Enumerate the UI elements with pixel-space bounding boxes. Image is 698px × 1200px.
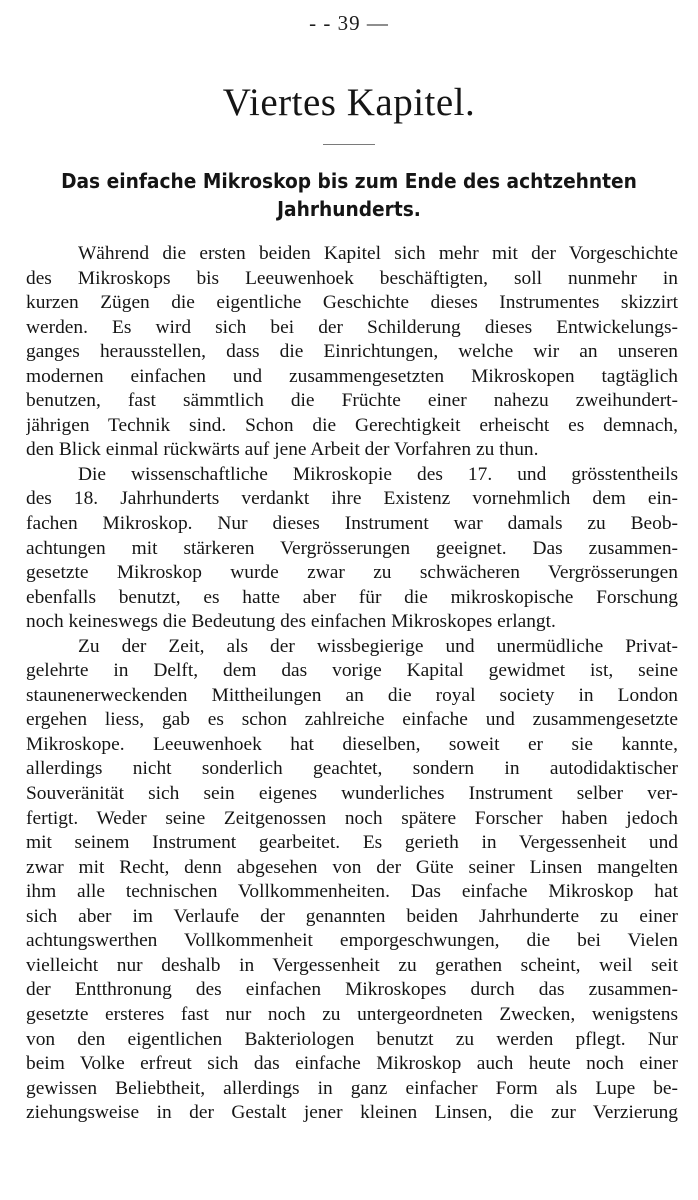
text-line: jährigen Technik sind. Schon die Gerechtigkeit erheischt es demnach, — [26, 414, 678, 436]
text-line: gesetzte ersteres fast nur noch zu untergeordneten Zwecken, wenigstens — [26, 1003, 678, 1025]
page-number: - - 39 — — [309, 11, 389, 35]
text-line: beim Volke erfreut sich das einfache Mikroskop auch heute noch einer — [26, 1053, 678, 1075]
text-line: fertigt. Weder seine Zeitgenossen noch spätere Forscher haben jedoch — [26, 807, 678, 829]
chapter-title: Viertes Kapitel. — [222, 81, 476, 124]
text-line: von den eigentlichen Bakteriologen benutzt zu werden pflegt. Nur — [26, 1028, 678, 1050]
text-line: ebenfalls benutzt, es hatte aber für die mikroskopische Forschung — [26, 586, 678, 608]
body-text — [26, 242, 678, 1126]
text-line: ergehen liess, gab es schon zahlreiche einfache und zusammengesetzte — [26, 709, 678, 731]
text-line: achtungswerthen Vollkommenheit emporgeschwungen, die bei Vielen — [26, 930, 678, 952]
text-line: staunenerweckenden Mittheilungen an die royal society in London — [26, 684, 678, 706]
text-line: der Entthronung des einfachen Mikroskopes durch das zusammen- — [26, 979, 678, 1001]
text-line: fachen Mikroskop. Nur dieses Instrument war damals zu Beob- — [26, 513, 678, 535]
text-line: allerdings nicht sonderlich geachtet, sondern in autodidaktischer — [26, 758, 678, 780]
text-line: ganges herausstellen, dass die Einrichtungen, welche wir an unseren — [26, 341, 678, 363]
text-line: zwar mit Recht, denn abgesehen von der Güte seiner Linsen mangelten — [26, 856, 678, 878]
text-line: benutzen, fast sämmtlich die Früchte einer nahezu zweihundert- — [26, 390, 678, 412]
text-line: kurzen Zügen die eigentliche Geschichte dieses Instrumentes skizzirt — [26, 292, 678, 314]
text-line: des 18. Jahrhunderts verdankt ihre Existenz vornehmlich dem ein- — [26, 488, 678, 510]
text-line: des Mikroskops bis Leeuwenhoek beschäftigten, soll nunmehr in — [26, 267, 678, 289]
text-line: modernen einfachen und zusammengesetzten Mikroskopen tagtäglich — [26, 365, 678, 387]
text-line: achtungen mit stärkeren Vergrösserungen geeignet. Das zusammen- — [26, 537, 678, 559]
text-line: gesetzte Mikroskop wurde zwar zu schwächeren Vergrösserungen — [26, 562, 678, 584]
text-line: mit seinem Instrument gearbeitet. Es gerieth in Vergessenheit und — [26, 832, 678, 854]
section-title: Das einfache Mikroskop bis zum Ende des achtzehnten Jahrhunderts. — [61, 169, 637, 221]
text-line: sich aber im Verlaufe der genannten beiden Jahrhunderte zu einer — [26, 905, 678, 927]
text-line: den Blick einmal rückwärts auf jene Arbeit der Vorfahren zu thun. — [26, 439, 539, 461]
text-line: Während die ersten beiden Kapitel sich mehr mit der Vorgeschichte — [78, 243, 678, 264]
text-line: gewissen Beliebtheit, allerdings in ganz einfacher Form als Lupe be- — [26, 1077, 678, 1099]
text-line: Souveränität sich sein eigenes wunderliches Instrument selber ver- — [26, 783, 678, 805]
text-line: Zu der Zeit, als der wissbegierige und unermüdliche Privat- — [78, 635, 678, 657]
text-line: vielleicht nur deshalb in Vergessenheit zu gerathen scheint, weil seit — [26, 954, 678, 976]
text-line: noch keineswegs die Bedeutung des einfachen Mikroskopes erlangt. — [26, 611, 556, 633]
text-line: ziehungsweise in der Gestalt jener kleinen Linsen, die zur Verzierung — [26, 1102, 678, 1124]
text-line: Mikroskope. Leeuwenhoek hat dieselben, soweit er sie kannte, — [26, 733, 678, 755]
text-line: Die wissenschaftliche Mikroskopie des 17. und grösstentheils — [78, 463, 678, 485]
text-line: ihm alle technischen Vollkommenheiten. Das einfache Mikroskop hat — [26, 881, 678, 903]
title-divider — [323, 144, 375, 145]
text-line: gelehrte in Delft, dem das vorige Kapital gewidmet ist, seine — [26, 660, 678, 682]
text-line: werden. Es wird sich bei der Schilderung dieses Entwickelungs- — [26, 316, 678, 338]
